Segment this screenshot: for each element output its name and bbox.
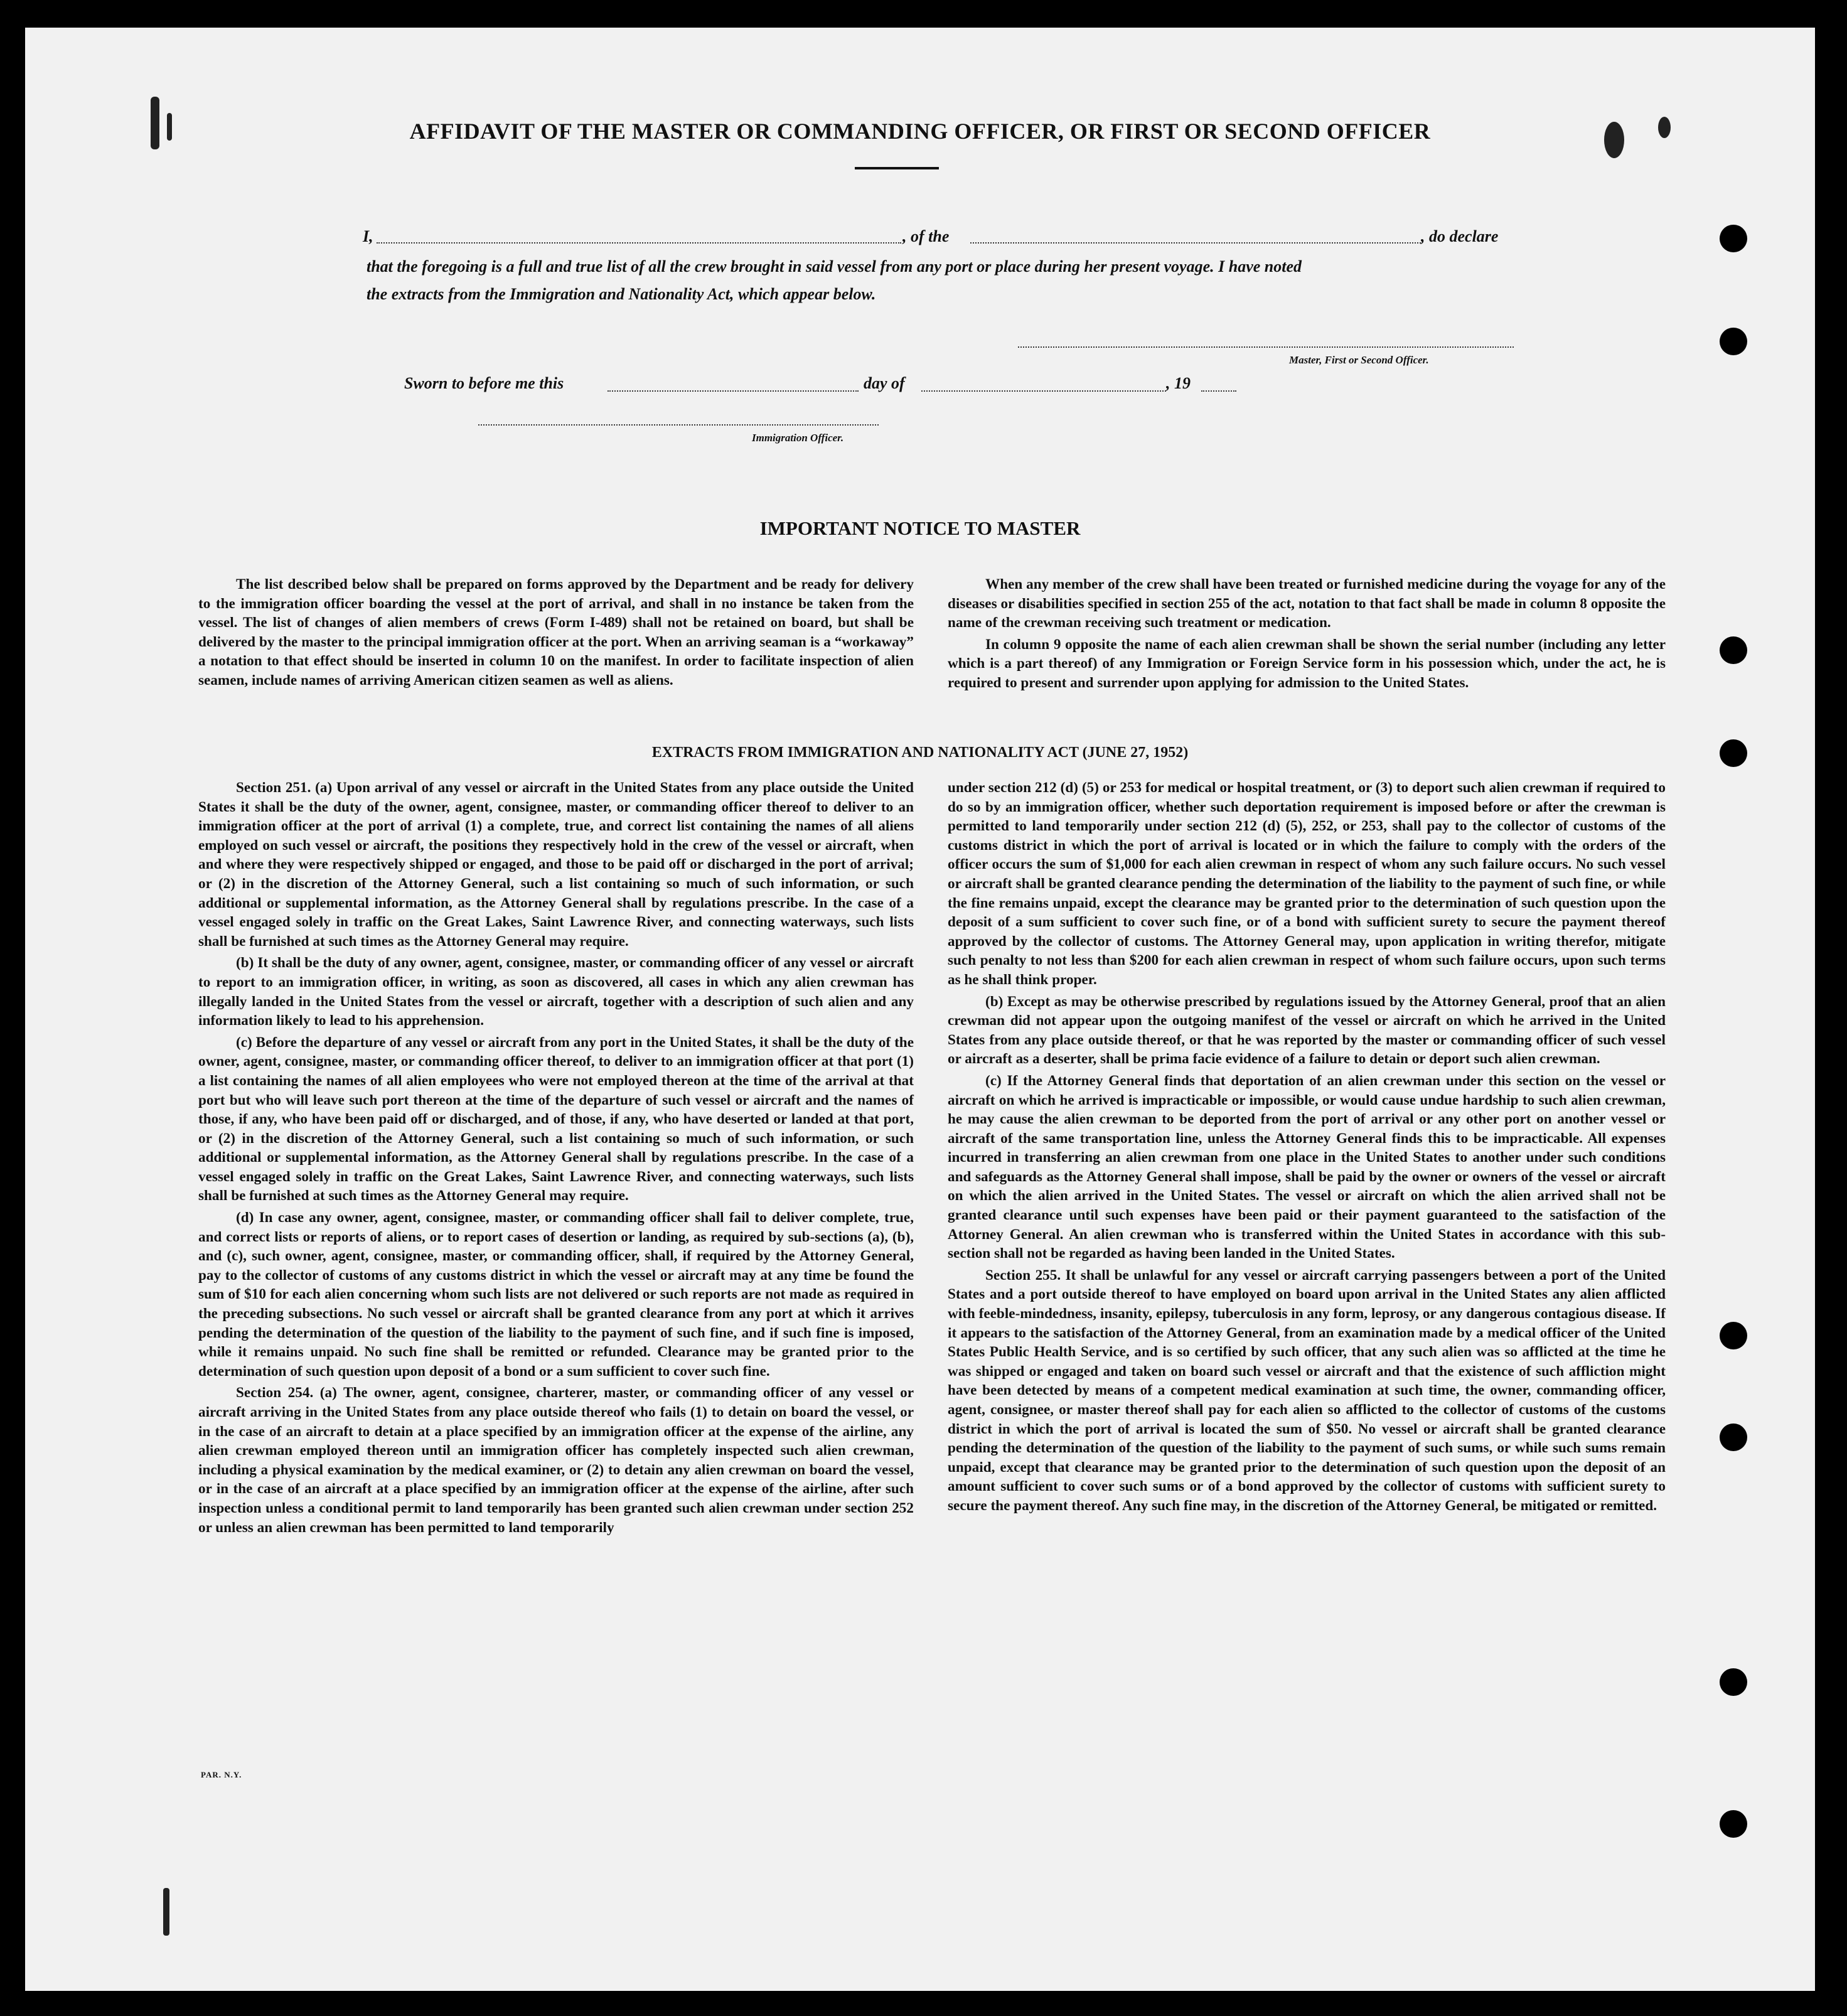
declaration-i-label: I,	[363, 227, 373, 245]
section-255: Section 255. It shall be unlawful for any vessel or aircraft carrying passengers between a port of the United States and a port outside thereof to have employed on board upon arrival in the United States any alien afflicted with feeble-mindedness, insanity, epilepsy, tuberculosis in any form, leprosy, or any dangerous contagious disease. If it appears to the satisfaction of the Attorney General, from an examination made by a medical officer of the United States Public Health Service, and is so certified by such officer, that any such alien was so afflicted at the time he was shipped or engaged and taken on board such vessel or aircraft and that the existence of such affliction might have been detected by means of a competent medical examination at such time, the owner, commanding officer, agent, consignee, or master thereof shall pay for each alien so afflicted to the collector of customs of the customs district in which the port of arrival is located the sum of $50. No vessel or aircraft shall be granted clearance pending the determination of the question of the liability to the payment of such sums, or while such sums remain unpaid, except that clearance may be granted prior to the determination of such question upon the deposit of an amount sufficient to cover such sums or of a bond approved by the collector of customs with sufficient surety to secure the payment thereof. Any such fine may, in the discretion of the Attorney General, be mitigated or remitted.	[948, 1267, 1666, 1514]
notice-right-paragraph-2: In column 9 opposite the name of each alien crewman shall be shown the serial number (including any letter which is a part thereof) of any Immigration or Foreign Service form in his possession which, under the act, he is required to present and surrender upon applying for admission to the United States.	[948, 636, 1666, 691]
sworn-date-field[interactable]	[608, 390, 859, 392]
extracts-heading: EXTRACTS FROM IMMIGRATION AND NATIONALITY ACT (JUNE 27, 1952)	[651, 744, 1189, 761]
extracts-right-column	[948, 778, 1666, 1518]
officer-caption: Immigration Officer.	[752, 432, 844, 444]
affidavit-title: AFFIDAVIT OF THE MASTER OR COMMANDING OFFICER, OR FIRST OR SECOND OFFICER	[409, 119, 1431, 144]
section-251-a: Section 251. (a) Upon arrival of any vessel or aircraft in the United States from any place outside the United States it shall be the duty of the owner, agent, consignee, master, or commanding officer thereof to deliver to an immigration officer at the port of arrival (1) a complete, true, and correct list containing the names of all aliens employed on such vessel or aircraft, the positions they respectively hold in the crew of the vessel or aircraft, when and where they were respectively shipped or engaged, and those to be paid off or discharged in the port of arrival; or (2) in the discretion of the Attorney General, such a list containing so much of such information, or such additional or supplemental information, as the Attorney General shall by regulations prescribe. In the case of a vessel engaged solely in traffic on the Great Lakes, Saint Lawrence River, and connecting waterways, such lists shall be furnished at such times as the Attorney General may require.	[198, 780, 914, 950]
section-254-b: (b) Except as may be otherwise prescribed by regulations issued by the Attorney General, proof that an alien crewman did not appear upon the outgoing manifest of the vessel or aircraft on which he arrived in the United States from any place outside thereof, or that he was reported by the master or commanding officer of such vessel or aircraft as a deserter, shall be prima facie evidence of a failure to detain or deport such alien crewman.	[948, 993, 1666, 1068]
notice-right-column	[948, 575, 1666, 695]
document-page	[25, 28, 1815, 1991]
section-254-a-continued: under section 212 (d) (5) or 253 for medical or hospital treatment, or (3) to deport such alien crewman if required to do so by an immigration officer, whether such deportation requirement is imposed before or after the crewman is permitted to land temporarily under section 212 (d) (5), 252, or 253, shall pay to the collector of customs of the customs district in which the port of arrival is located or in which the failure to comply with the orders of the officer occurs the sum of $1,000 for each alien crewman in respect of whom any such failure occurs. No such vessel or aircraft shall be granted clearance pending the determination of the liability to the payment of such fine, or while the fine remains unpaid, except the clearance may be granted prior to the determination of such question upon the deposit of a sum sufficient to cover such fine, or of a bond with sufficient surety to secure the payment thereof approved by the collector of customs. The Attorney General may, upon application in writing therefor, mitigate such penalty to not less than $200 for each alien crewman in respect of whom such failure occurs, upon such terms as he shall think proper.	[948, 780, 1666, 988]
extracts-left-column	[198, 778, 914, 1540]
notice-left-column	[198, 575, 914, 693]
declaration-line-3: the extracts from the Immigration and Nationality Act, which appear below.	[367, 285, 876, 303]
declaration-of-the-label: , of the	[902, 227, 950, 245]
binder-hole	[1720, 328, 1747, 355]
vessel-name-field[interactable]	[970, 242, 1421, 244]
declaration-do-declare-label: , do declare	[1421, 227, 1499, 245]
section-251-c: (c) Before the departure of any vessel or aircraft from any port in the United States, it shall be the duty of the owner, agent, consignee, master, or commanding officer thereof, to deliver to an immigration officer at that port (1) a list containing the names of all alien employees who were not employed thereon at the time of the arrival at that port but who will leave such port thereon at the time of the departure of such vessel or aircraft and the names of those, if any, who have been paid off or discharged, and of those, if any, who have deserted or landed at that port, or (2) in the discretion of the Attorney General, such a list containing so much of such information, or such additional or supplemental information, as the Attorney General shall by regulations prescribe. In the case of a vessel engaged solely in traffic on the Great Lakes, Saint Lawrence River, and connecting waterways, such lists shall be furnished at such times as the Attorney General may require.	[198, 1034, 914, 1204]
declarant-name-field[interactable]	[377, 242, 901, 244]
sworn-year-label: , 19	[1166, 374, 1191, 392]
sworn-year-field[interactable]	[1201, 390, 1236, 392]
binder-hole	[1720, 1810, 1747, 1838]
section-251-d: (d) In case any owner, agent, consignee, master, or commanding officer shall fail to deliver complete, true, and correct lists or reports of aliens, or to report cases of desertion or landing, as required by sub-sections (a), (b), and (c), such owner, agent, consignee, master, or commanding officer, shall, if required by the Attorney General, pay to the collector of customs of any customs district in which the vessel or aircraft may at any time be found the sum of $10 for each alien concerning whom such lists are not delivered or such reports are not made as required in the preceding subsections. No such vessel or aircraft shall be granted clearance from any port at which it arrives pending the determination of the question of the liability to the payment of such fine, and if such fine is imposed, while it remains unpaid. No such fine shall be remitted or refunded. Clearance may be granted prior to the determination of such question upon deposit of a bond or a sum sufficient to cover such fine.	[198, 1209, 914, 1380]
notice-heading: IMPORTANT NOTICE TO MASTER	[759, 517, 1081, 539]
title-rule	[855, 167, 939, 169]
master-signature-line[interactable]	[1018, 346, 1514, 348]
section-254-a: Section 254. (a) The owner, agent, consignee, charterer, master, or commanding officer of any vessel or aircraft arriving in the United States from any place outside thereof who fails (1) to detain on board the vessel, or in the case of an aircraft to detain at a place specified by an immigration officer at the expense of the airline, any alien crewman employed thereon until an immigration officer has completely inspected such alien crewman, including a physical examination by the medical examiner, or (2) to detain any alien crewman on board the vessel, or in the case of an aircraft at a place specified by an immigration officer at the expense of the airline, after such inspection unless a conditional permit to land temporarily has been granted such alien crewman under section 252 or unless an alien crewman has been permitted to land temporarily	[198, 1385, 914, 1536]
sworn-day-of-label: day of	[864, 374, 905, 392]
declaration-line-2: that the foregoing is a full and true list of all the crew brought in said vessel from any port or place during her present voyage. I have noted	[367, 257, 1302, 276]
binder-hole	[1720, 1668, 1747, 1696]
binder-hole	[1720, 225, 1747, 252]
binder-hole	[1720, 1322, 1747, 1349]
sworn-month-field[interactable]	[921, 390, 1166, 392]
notice-left-paragraph: The list described below shall be prepared on forms approved by the Department and be ready for delivery to the immigration officer boarding the vessel at the port of arrival, and shall in no instance be taken from the vessel. The list of changes of alien members of crews (Form I-489) shall not be retained on board, but shall be delivered by the master to the principal immigration officer at the port. When an arriving seaman is a “workaway” a notation to that effect should be inserted in column 10 on the manifest. In order to facilitate inspection of alien seamen, include names of arriving American citizen seamen as well as aliens.	[198, 576, 914, 689]
sworn-label: Sworn to before me this	[404, 374, 564, 392]
officer-signature-line[interactable]	[478, 424, 879, 426]
notice-right-paragraph-1: When any member of the crew shall have been treated or furnished medicine during the voyage for any of the diseases or disabilities specified in section 255 of the act, notation to that fact shall be made in column 8 opposite the name of the crewman receiving such treatment or medication.	[948, 576, 1666, 631]
printer-mark: PAR. N.Y.	[201, 1770, 242, 1779]
section-254-c: (c) If the Attorney General finds that deportation of an alien crewman under this section on the vessel or aircraft on which he arrived is impracticable or impossible, or would cause undue hardship to such alien crewman, he may cause the alien crewman to be deported from the port of arrival or any other port on another vessel or aircraft of the same transportation line, unless the Attorney General finds this to be impracticable. All expenses incurred in transferring an alien crewman from one place in the United States to another under such conditions and safeguards as the Attorney General shall impose, shall be paid by the owner or owners of the vessel or aircraft on which the alien arrived in the United States. The vessel or aircraft on which the alien arrived shall not be granted clearance until such expenses have been paid or their payment guaranteed to the satisfaction of the Attorney General. An alien crewman who is transferred within the United States in accordance with this sub-section shall not be regarded as having been landed in the United States.	[948, 1072, 1666, 1262]
binder-hole	[1720, 636, 1747, 664]
master-caption: Master, First or Second Officer.	[1289, 354, 1429, 366]
binder-hole	[1720, 1424, 1747, 1451]
scan-blemish	[163, 1888, 169, 1936]
section-251-b: (b) It shall be the duty of any owner, agent, consignee, master, or commanding officer of any vessel or aircraft to report to an immigration officer, in writing, as soon as discovered, all cases in which any alien crewman has illegally landed in the United States from the vessel or aircraft, together with a description of such alien and any information likely to lead to his apprehension.	[198, 955, 914, 1029]
